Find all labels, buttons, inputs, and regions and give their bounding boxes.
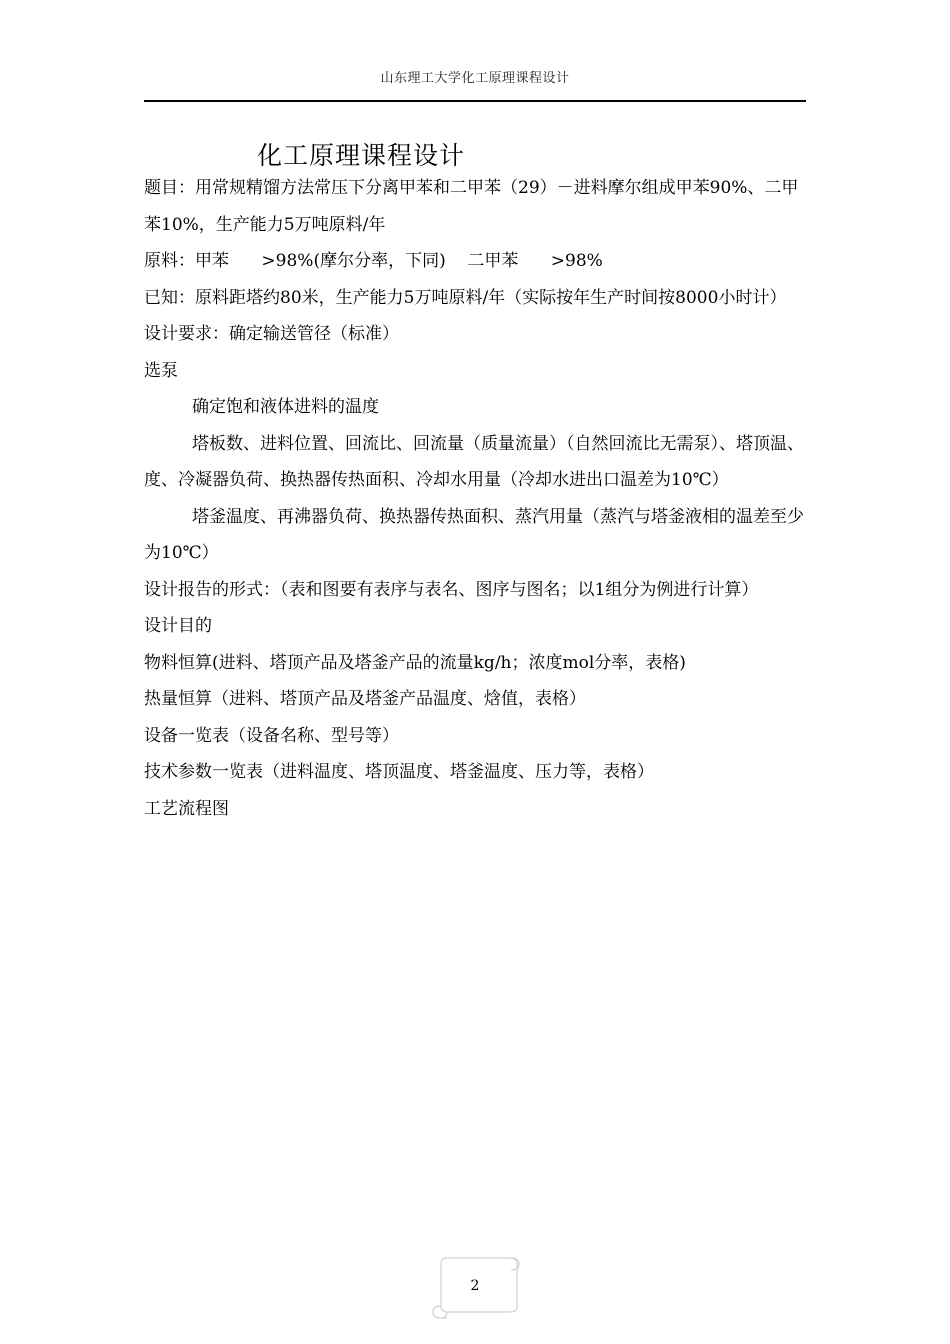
paragraph-report-format: 设计报告的形式：（表和图要有表序与表名、图序与图名；以1组分为例进行计算）: [144, 579, 759, 600]
document-body: [144, 170, 812, 827]
paragraph-feed-temp: 确定饱和液体进料的温度: [192, 397, 379, 417]
paragraph-material-balance: 物料恒算(进料、塔顶产品及塔釜产品的流量kg/h；浓度mol分率，表格): [144, 652, 686, 673]
paragraph-pump: 选泵: [144, 360, 178, 381]
paragraph-materials: 原料：甲苯 >98%(摩尔分率，下同) 二甲苯 >98%: [144, 251, 603, 271]
page-number: 2: [470, 1278, 480, 1294]
paragraph-process-flow: 工艺流程图: [144, 798, 229, 819]
paragraph-trays: 塔板数、进料位置、回流比、回流量（质量流量）（自然回流比无需泵）、塔顶温、度、冷凝器负荷、换热器传热面积、冷却水用量（冷却水进出口温差为10℃）: [144, 433, 804, 490]
paragraph-design-goal: 设计目的: [144, 616, 212, 636]
paragraph-tech-params: 技术参数一览表（进料温度、塔顶温度、塔釜温度、压力等，表格）: [144, 762, 654, 782]
paragraph-heat-balance: 热量恒算（进料、塔顶产品及塔釜产品温度、焓值，表格）: [144, 689, 586, 709]
paragraph-reboiler: 塔釜温度、再沸器负荷、换热器传热面积、蒸汽用量（蒸汽与塔釜液相的温差至少为10℃）: [144, 506, 804, 563]
page-title: 化工原理课程设计: [257, 141, 466, 170]
header-rule: [144, 100, 806, 102]
paragraph-known: 已知：原料距塔约80米，生产能力5万吨原料/年（实际按年生产时间按8000小时计）: [144, 287, 787, 308]
paragraph-topic: 题目：用常规精馏方法常压下分离甲苯和二甲苯（29）－进料摩尔组成甲苯90%、二甲苯10%，生产能力5万吨原料/年: [144, 178, 799, 235]
paragraph-requirements: 设计要求：确定输送管径（标准）: [144, 324, 399, 344]
page-header: 山东理工大学化工原理课程设计: [380, 71, 570, 86]
paragraph-equipment-list: 设备一览表（设备名称、型号等）: [144, 725, 399, 746]
